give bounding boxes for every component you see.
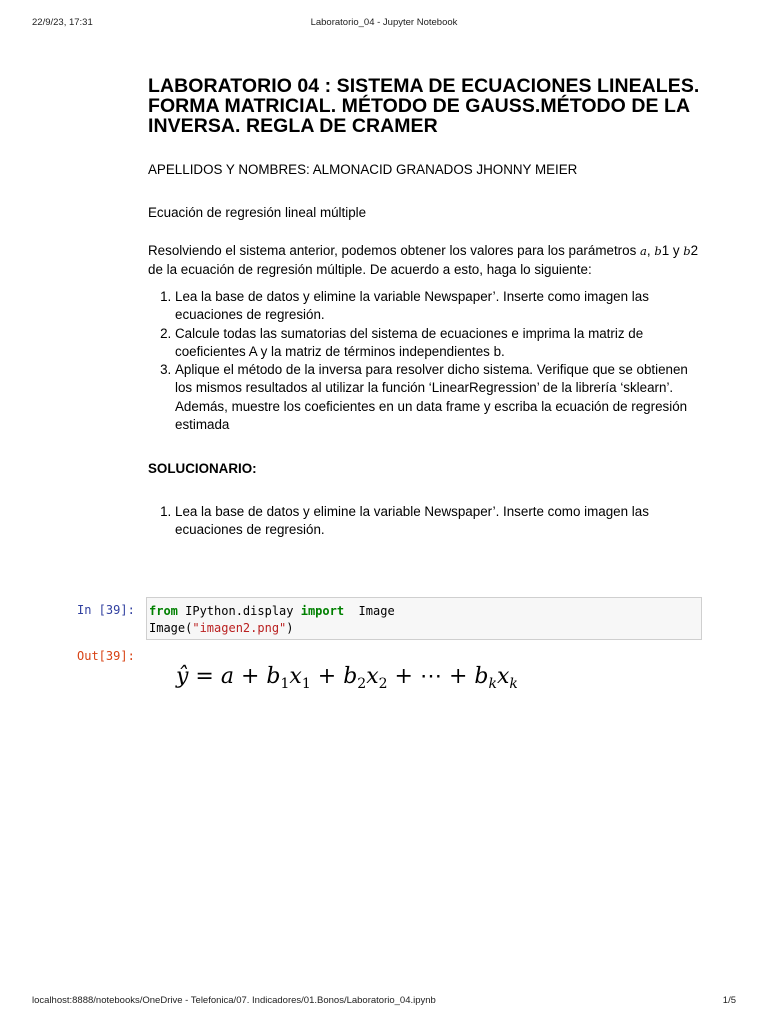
code-input-area[interactable]: from IPython.display import Image Image("imagen2.png") <box>146 597 702 640</box>
list-item: 1. Lea la base de datos y elimine la variable Newspaper’. Inserte como imagen las ecuaciones de regresión. <box>175 288 708 325</box>
print-url: localhost:8888/notebooks/OneDrive - Telefonica/07. Indicadores/01.Bonos/Laboratorio_04.ipynb <box>32 995 436 1006</box>
output-formula-image: ŷ = $a + b_1x_1 + b_2x_2$ + ⋯ + $b_kx_k$ <box>176 664 518 692</box>
list-item: 3. Aplique el método de la inversa para resolver dicho sistema. Verifique que se obtienen los mismos resultados al utilizar la función ‘LinearRegression’ de la librería ‘sklearn’. Además, muestre los coeficientes en un data frame y escriba la ecuación de regresión estimada <box>175 361 708 434</box>
param-a: a <box>640 244 647 258</box>
author-line: APELLIDOS Y NOMBRES: ALMONACID GRANADOS JHONNY MEIER <box>148 162 578 177</box>
list-item: 1. Lea la base de datos y elimine la variable Newspaper’. Inserte como imagen las ecuaciones de regresión. <box>175 503 708 540</box>
print-datetime: 22/9/23, 17:31 <box>32 17 93 28</box>
keyword-import: import <box>300 604 345 618</box>
print-window-title: Laboratorio_04 - Jupyter Notebook <box>310 17 458 28</box>
keyword-from: from <box>149 604 178 618</box>
input-prompt: In [39]: <box>77 603 135 617</box>
param-b2: b <box>683 244 691 258</box>
output-prompt: Out[39]: <box>77 649 135 663</box>
task-list <box>148 288 708 434</box>
string-literal: "imagen2.png" <box>192 620 287 635</box>
page-number: 1/5 <box>722 995 736 1006</box>
param-b1: b <box>654 244 662 258</box>
equation-title: Ecuación de regresión lineal múltiple <box>148 204 367 220</box>
solution-heading: SOLUCIONARIO: <box>148 461 257 477</box>
solution-task-list <box>148 503 708 540</box>
page-title: LABORATORIO 04 : SISTEMA DE ECUACIONES LINEALES. FORMA MATRICIAL. MÉTODO DE GAUSS.MÉTODO DE LA INVERSA. REGLA DE CRAMER <box>148 75 700 137</box>
markdown-cell <box>148 76 708 539</box>
intro-paragraph: Resolviendo el sistema anterior, podemos obtener los valores para los parámetros a, b1 y b2 de la ecuación de regresión múltiple. De acuerdo a esto, haga lo siguiente: <box>148 243 699 277</box>
list-item: 2. Calcule todas las sumatorias del sistema de ecuaciones e imprima la matriz de coeficientes A y la matriz de términos independientes b. <box>175 325 708 362</box>
